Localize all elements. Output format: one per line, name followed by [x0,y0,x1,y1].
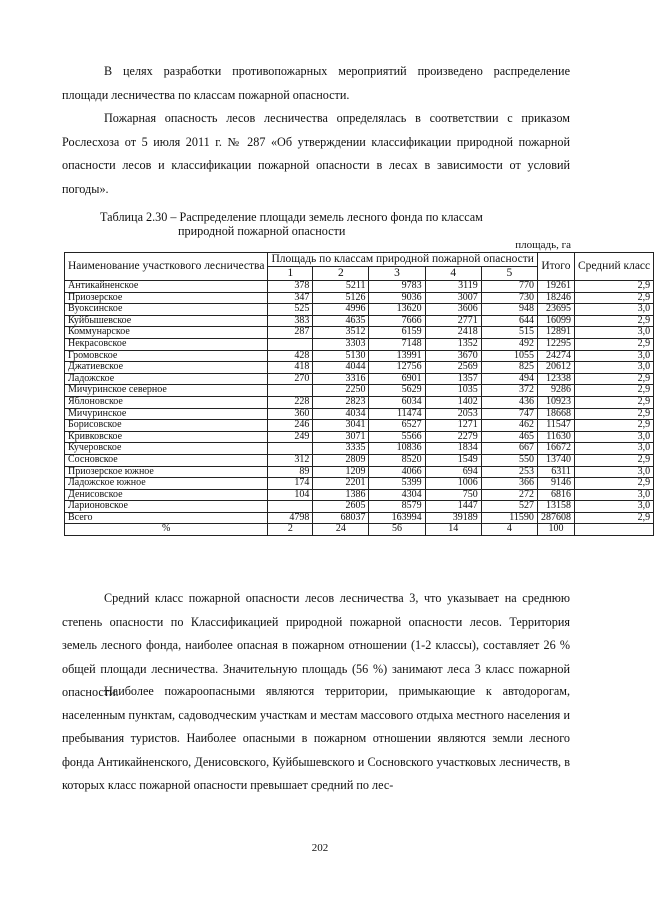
cell-c2: 2201 [313,478,369,490]
cell-name: Приозерское южное [65,466,268,478]
cell-c1: 104 [268,489,313,501]
cell-c3: 10836 [369,443,425,455]
cell-total: 287608 [537,512,574,524]
table-row [65,396,654,408]
cell-c5: 372 [481,385,537,397]
cell-name: Громовское [65,350,268,362]
cell-c4: 1006 [425,478,481,490]
cell-total: 100 [537,524,574,536]
cell-name: Сосновское [65,454,268,466]
cell-avg [574,524,653,536]
table-row [65,350,654,362]
cell-avg: 3,0 [574,362,653,374]
cell-total: 18246 [537,292,574,304]
table-row [65,501,654,513]
cell-avg: 2,9 [574,292,653,304]
cell-avg: 3,0 [574,431,653,443]
cell-c3: 6527 [369,420,425,432]
cell-avg: 2,9 [574,454,653,466]
cell-c4: 2053 [425,408,481,420]
cell-c5: 730 [481,292,537,304]
cell-c3: 5399 [369,478,425,490]
cell-c4: 39189 [425,512,481,524]
cell-c1: 246 [268,420,313,432]
cell-total: 13740 [537,454,574,466]
cell-c5: 527 [481,501,537,513]
table-row [65,454,654,466]
header-avg: Средний класс [574,253,653,281]
header-area: Площадь по классам природной пожарной опасности [268,253,538,267]
cell-c5: 4 [481,524,537,536]
cell-c1: 4798 [268,512,313,524]
table-row [65,304,654,316]
cell-avg: 3,0 [574,443,653,455]
cell-c5: 747 [481,408,537,420]
cell-c1 [268,338,313,350]
table-row [65,512,654,524]
cell-c1: 312 [268,454,313,466]
paragraph-hazard-areas: Наиболее пожароопасными являются территории, примыкающие к автодорогам, населенным пунктам, садоводческим участкам и местам массового отдыха местного населения и пребывания туристов. Наиболее опасными в пожарном отношении являются земли лесного фонда Антикайненского, Денисовского, Куйбышевского и Сосновского участковых лесничеств, в которых класс пожарной опасности превышает средний по лес- [62,684,570,792]
cell-avg: 2,9 [574,385,653,397]
cell-c3: 6034 [369,396,425,408]
cell-c5: 465 [481,431,537,443]
cell-c3: 4066 [369,466,425,478]
cell-avg: 2,9 [574,338,653,350]
cell-c2: 3335 [313,443,369,455]
cell-c4: 1035 [425,385,481,397]
cell-c2: 3316 [313,373,369,385]
cell-c1: 428 [268,350,313,362]
cell-c4: 2569 [425,362,481,374]
cell-c3: 6901 [369,373,425,385]
cell-c3: 4304 [369,489,425,501]
cell-avg: 2,9 [574,281,653,293]
cell-name: Мичуринское северное [65,385,268,397]
cell-name: Ладожское южное [65,478,268,490]
cell-c3: 12756 [369,362,425,374]
cell-c1: 378 [268,281,313,293]
fire-class-table [64,252,654,536]
cell-c2: 3303 [313,338,369,350]
cell-c4: 3007 [425,292,481,304]
cell-total: 9146 [537,478,574,490]
cell-c3: 56 [369,524,425,536]
cell-c3: 13991 [369,350,425,362]
cell-c1: 418 [268,362,313,374]
header-class-4: 4 [425,267,481,281]
cell-c3: 13620 [369,304,425,316]
cell-c4: 3670 [425,350,481,362]
cell-c2: 4034 [313,408,369,420]
cell-total: 20612 [537,362,574,374]
cell-c4: 1402 [425,396,481,408]
cell-c1: 2 [268,524,313,536]
cell-c5: 667 [481,443,537,455]
cell-c2: 3071 [313,431,369,443]
cell-c1: 174 [268,478,313,490]
cell-total: 18668 [537,408,574,420]
table-row [65,362,654,374]
header-class-2: 2 [313,267,369,281]
cell-total: 16672 [537,443,574,455]
cell-avg: 2,9 [574,396,653,408]
cell-name: Мичуринское [65,408,268,420]
table-row [65,327,654,339]
cell-name: Кривковское [65,431,268,443]
cell-c2: 5211 [313,281,369,293]
cell-c4: 1352 [425,338,481,350]
cell-total: 6816 [537,489,574,501]
cell-c4: 750 [425,489,481,501]
cell-name: Кучеровское [65,443,268,455]
table-caption [100,210,483,238]
cell-c4: 694 [425,466,481,478]
table-row [65,478,654,490]
cell-c1 [268,501,313,513]
cell-avg: 3,0 [574,350,653,362]
cell-name: Борисовское [65,420,268,432]
cell-c4: 2418 [425,327,481,339]
cell-c5: 1055 [481,350,537,362]
cell-total: 23695 [537,304,574,316]
cell-c1: 228 [268,396,313,408]
cell-c3: 7666 [369,315,425,327]
cell-total: 24274 [537,350,574,362]
cell-avg: 3,0 [574,501,653,513]
paragraph-average-class: Средний класс пожарной опасности лесов лесничества 3, что указывает на среднюю степень опасности по Классификацией природной пожарной опасности лесов. Территория земель лесного фонда, наиболее опасная в пожарном отношении (1-2 классы), составляет 26 % общей площади лесничества. Значительную площадь (56 %) занимают леса 3 класс пожарной опасности. [62,591,570,699]
cell-name: Яблоновское [65,396,268,408]
cell-c5: 515 [481,327,537,339]
table-unit-label: площадь, га [515,239,571,251]
cell-name: Джатиевское [65,362,268,374]
header-class-1: 1 [268,267,313,281]
table-row [65,385,654,397]
cell-c2: 68037 [313,512,369,524]
cell-avg: 2,9 [574,408,653,420]
cell-c2: 1386 [313,489,369,501]
table-row [65,443,654,455]
cell-total: 6311 [537,466,574,478]
cell-c5: 253 [481,466,537,478]
cell-name: Коммунарское [65,327,268,339]
cell-c1: 347 [268,292,313,304]
cell-c1: 249 [268,431,313,443]
header-class-5: 5 [481,267,537,281]
cell-c2: 2823 [313,396,369,408]
table-row [65,431,654,443]
cell-total: 16099 [537,315,574,327]
cell-avg: 3,0 [574,466,653,478]
cell-c3: 9783 [369,281,425,293]
cell-total: 12295 [537,338,574,350]
cell-c5: 462 [481,420,537,432]
cell-c5: 550 [481,454,537,466]
header-total: Итого [537,253,574,281]
cell-c1: 270 [268,373,313,385]
cell-total: 13158 [537,501,574,513]
cell-c1: 287 [268,327,313,339]
cell-c1: 89 [268,466,313,478]
cell-c4: 2771 [425,315,481,327]
cell-c2: 1209 [313,466,369,478]
cell-c4: 14 [425,524,481,536]
cell-total: 10923 [537,396,574,408]
cell-c1 [268,443,313,455]
cell-c4: 1271 [425,420,481,432]
header-class-3: 3 [369,267,425,281]
cell-c3: 8579 [369,501,425,513]
cell-c3: 163994 [369,512,425,524]
cell-c2: 5126 [313,292,369,304]
cell-c5: 494 [481,373,537,385]
table-row [65,489,654,501]
cell-c3: 5566 [369,431,425,443]
cell-avg: 3,0 [574,327,653,339]
cell-avg: 2,9 [574,315,653,327]
cell-name: Некрасовское [65,338,268,350]
cell-name: Вуоксинское [65,304,268,316]
cell-total: 11630 [537,431,574,443]
cell-c1 [268,385,313,397]
page-number: 202 [311,842,329,854]
cell-total: 12338 [537,373,574,385]
cell-c3: 5629 [369,385,425,397]
paragraph-intro: В целях разработки противопожарных мероприятий произведено распределение площади лесничества по классам пожарной опасности. [62,64,570,102]
cell-name: Приозерское [65,292,268,304]
paragraph-order-reference: Пожарная опасность лесов лесничества определялась в соответствии с приказом Рослесхоза от 5 июля 2011 г. № 287 «Об утверждении классификации природной пожарной опасности лесов и классификации пожарной опасности в лесах в зависимости от условий погоды». [62,111,570,196]
cell-c4: 1447 [425,501,481,513]
header-name: Наименование участкового лесничества [65,253,268,281]
cell-c1: 525 [268,304,313,316]
table-row [65,281,654,293]
cell-c4: 1357 [425,373,481,385]
cell-name: Ларионовское [65,501,268,513]
cell-name: Куйбышевское [65,315,268,327]
cell-c2: 2809 [313,454,369,466]
cell-c5: 11590 [481,512,537,524]
cell-c5: 644 [481,315,537,327]
cell-avg: 2,9 [574,373,653,385]
cell-name: % [65,524,268,536]
table-row [65,315,654,327]
cell-c4: 1834 [425,443,481,455]
cell-c3: 8520 [369,454,425,466]
table-row [65,292,654,304]
cell-c4: 3606 [425,304,481,316]
cell-c1: 360 [268,408,313,420]
cell-name: Ладожское [65,373,268,385]
cell-c4: 1549 [425,454,481,466]
table-row [65,338,654,350]
cell-c4: 3119 [425,281,481,293]
cell-c2: 3041 [313,420,369,432]
cell-avg: 2,9 [574,512,653,524]
cell-c5: 366 [481,478,537,490]
table-row [65,373,654,385]
table-row [65,466,654,478]
cell-total: 9286 [537,385,574,397]
cell-c1: 383 [268,315,313,327]
table-row [65,420,654,432]
cell-c5: 948 [481,304,537,316]
table-row [65,408,654,420]
cell-avg: 2,9 [574,478,653,490]
cell-c2: 4044 [313,362,369,374]
table-caption-line2: природной пожарной опасности [178,224,346,238]
cell-c2: 2250 [313,385,369,397]
cell-c2: 4635 [313,315,369,327]
cell-c3: 7148 [369,338,425,350]
cell-c2: 3512 [313,327,369,339]
cell-c3: 9036 [369,292,425,304]
table-body [65,281,654,536]
cell-c2: 24 [313,524,369,536]
cell-c2: 5130 [313,350,369,362]
cell-c5: 272 [481,489,537,501]
cell-c4: 2279 [425,431,481,443]
cell-name: Антикайненское [65,281,268,293]
cell-c2: 2605 [313,501,369,513]
cell-avg: 2,9 [574,420,653,432]
cell-c5: 436 [481,396,537,408]
cell-total: 12891 [537,327,574,339]
cell-c5: 770 [481,281,537,293]
cell-c5: 825 [481,362,537,374]
cell-c2: 4996 [313,304,369,316]
cell-total: 11547 [537,420,574,432]
cell-c3: 11474 [369,408,425,420]
cell-avg: 3,0 [574,489,653,501]
cell-c3: 6159 [369,327,425,339]
cell-name: Денисовское [65,489,268,501]
cell-c5: 492 [481,338,537,350]
cell-name: Всего [65,512,268,524]
cell-avg: 3,0 [574,304,653,316]
table-row-percent [65,524,654,536]
table-caption-line1: Таблица 2.30 – Распределение площади земель лесного фонда по классам [100,210,483,224]
cell-total: 19261 [537,281,574,293]
